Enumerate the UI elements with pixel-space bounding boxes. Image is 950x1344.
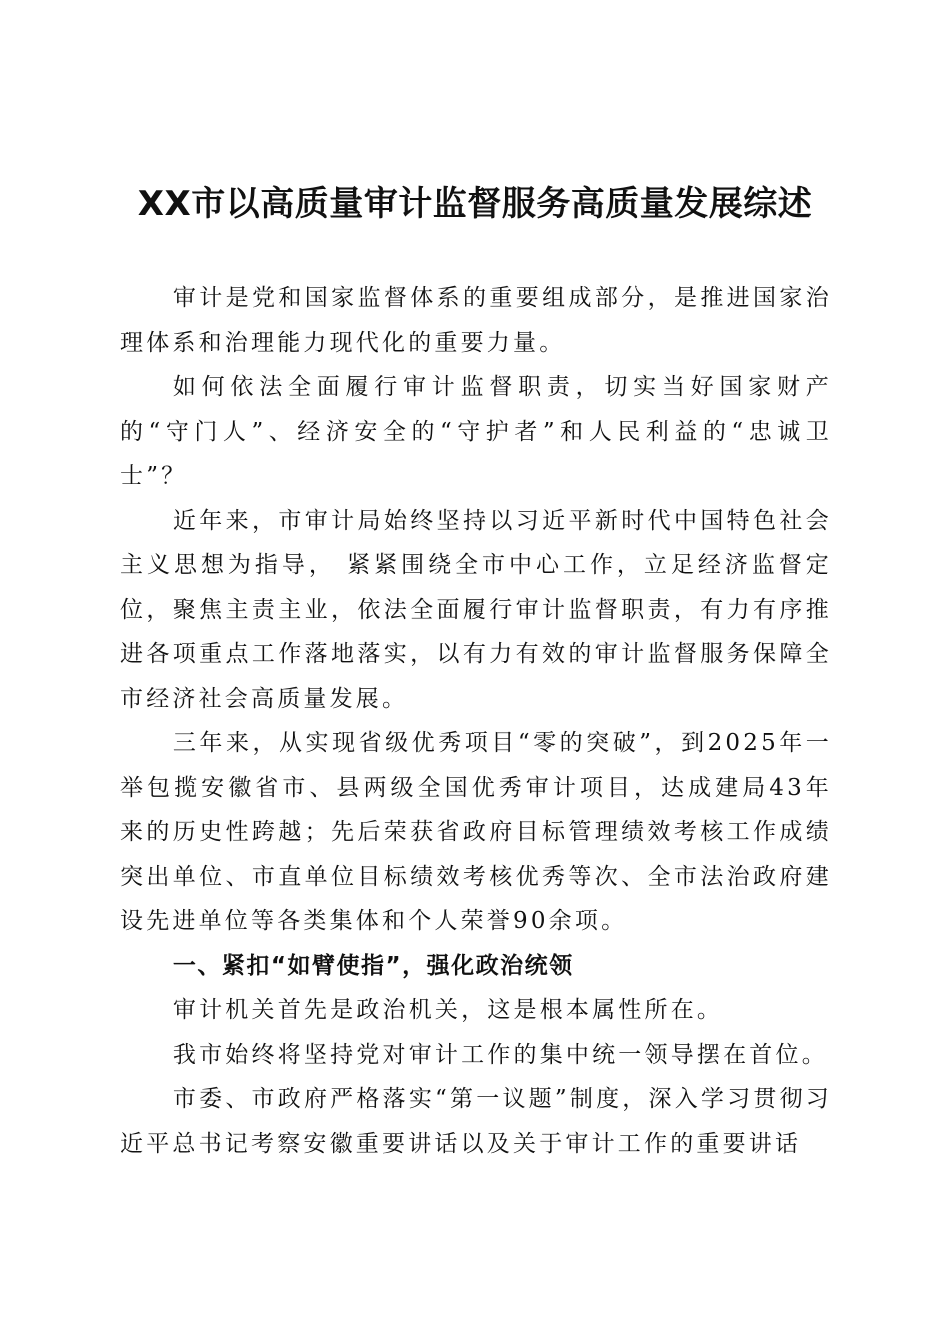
section-heading: 一、紧扣“如臂使指”，强化政治统领 [172, 952, 574, 979]
document-title: XX市以高质量审计监督服务高质量发展综述 [137, 184, 813, 224]
paragraph-recent-years: 近年来，市审计局始终坚持以习近平新时代中国特色社会主义思想为指导， 紧紧围绕全市中心工作，立足经济监督定位，聚焦主责主业，依法全面履行审计监督职责，有力有序推进各项重点工作落地落实，以有力有效的审计监督服务保障全市经济社会高质量发展。 [120, 507, 832, 712]
document-body [120, 276, 832, 1166]
section-paragraph: 我市始终将坚持党对审计工作的集中统一领导摆在首位。 [172, 1041, 828, 1068]
paragraph-intro: 审计是党和国家监督体系的重要组成部分，是推进国家治理体系和治理能力现代化的重要力量。 [120, 285, 832, 356]
paragraph-question: 如何依法全面履行审计监督职责，切实当好国家财产的“守门人”、经济安全的“守护者”和人民利益的“忠诚卫士”？ [120, 374, 832, 489]
section-paragraph: 市委、市政府严格落实“第一议题”制度，深入学习贯彻习近平总书记考察安徽重要讲话以及关于审计工作的重要讲话 [120, 1086, 832, 1157]
paragraph-three-years: 三年来，从实现省级优秀项目“零的突破”，到2025年一举包揽安徽省市、县两级全国优秀审计项目，达成建局43年来的历史性跨越；先后荣获省政府目标管理绩效考核工作成绩突出单位、市直单位目标绩效考核优秀等次、全市法治政府建设先进单位等各类集体和个人荣誉90余项。 [120, 730, 832, 934]
section-paragraph: 审计机关首先是政治机关，这是根本属性所在。 [172, 997, 724, 1023]
